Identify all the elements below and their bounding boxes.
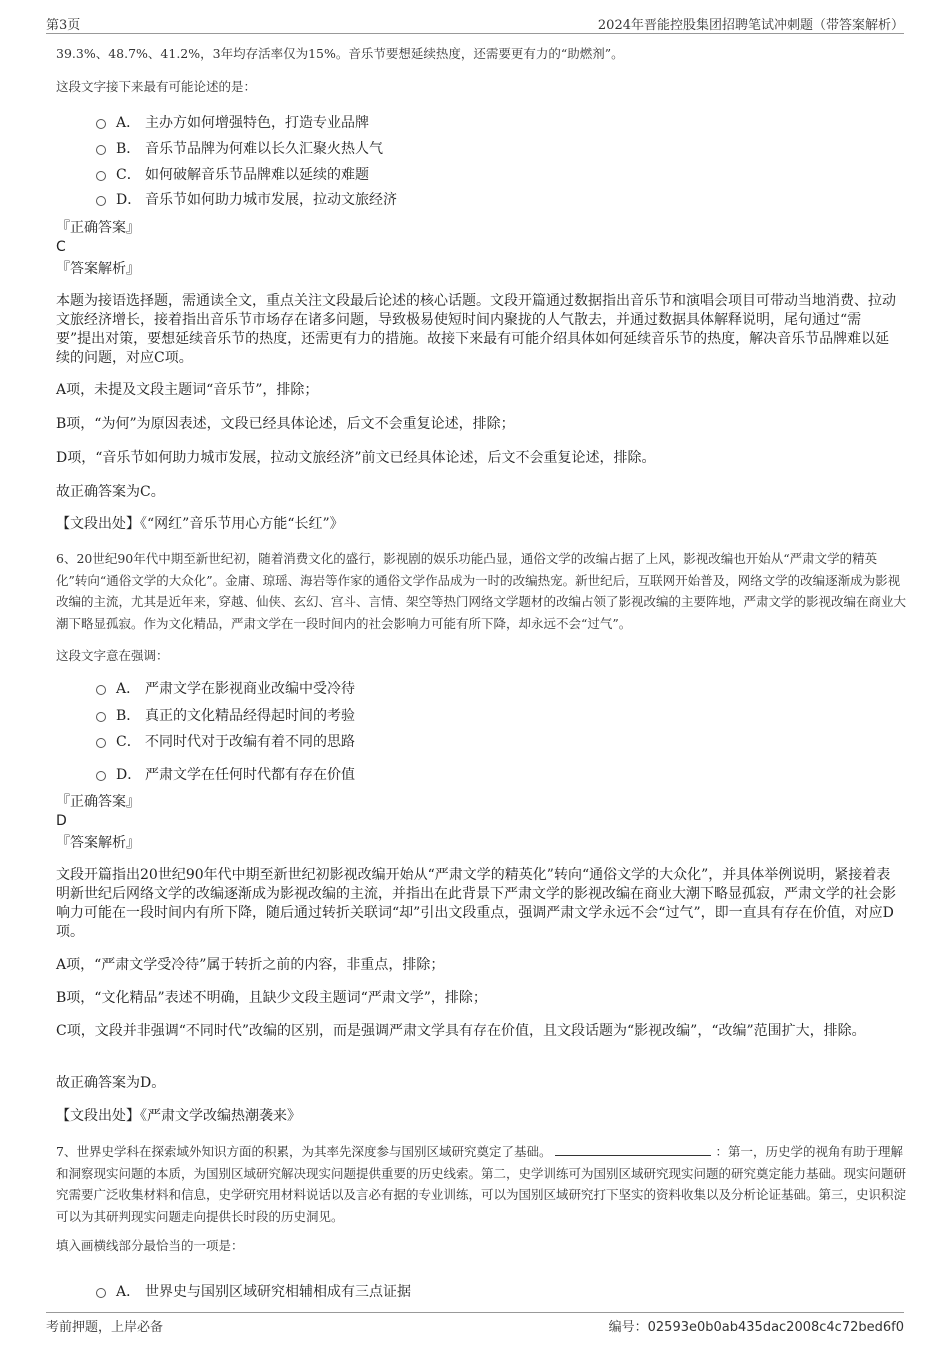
option-text: 主办方如何增强特色，打造专业品牌 [145, 115, 369, 131]
q5-answer-label: 『正确答案』 [56, 220, 140, 236]
q6-option-d[interactable] [96, 765, 596, 785]
q5-note-d: D项，“音乐节如何助力城市发展，拉动文旅经济”前文已经具体论述，后文不会重复论述，排除。 [56, 450, 656, 466]
code-value: 02593e0b0ab435dac2008c4c72bed6f0 [647, 1320, 904, 1335]
q5-answer: C [56, 239, 66, 255]
q6-analysis: 文段开篇指出20世纪90年代中期至新世纪初影视改编开始从“严肃文学的精英化”转向“通俗文学的大众化”，并具体举例说明，紧接着表明新世纪后网络文学的改编逐渐成为影视改编的主流，并指出在此背景下严肃文学的影视改编在商业大潮下略显孤寂，严肃文学的社会影响力可能在一段时间内有所下降，随后通过转折关联词“却”引出文段重点，强调严肃文学永远不会“过气”，即一直具有存在价值，对应D项。 [56, 867, 896, 940]
q5-option-a[interactable] [96, 113, 596, 133]
q6-option-b[interactable] [96, 706, 596, 726]
q7-stem [56, 1141, 906, 1227]
q7-option-a[interactable] [96, 1282, 596, 1302]
q6-answer-label: 『正确答案』 [56, 794, 140, 810]
q7-prompt: 填入画横线部分最恰当的一项是： [56, 1238, 244, 1253]
q6-stem: 6、20世纪90年代中期至新世纪初，随着消费文化的盛行，影视剧的娱乐功能凸显，通俗文学的改编占据了上风，影视改编也开始从“严肃文学的精英化”转向“通俗文学的大众化”。金庸、琼瑶、海岩等作家的通俗文学作品成为一时的改编热宠。新世纪后，互联网开始普及，网络文学的改编逐渐成为影视改编的主流，尤其是近年来，穿越、仙侠、玄幻、宫斗、言情、架空等热门网络文学题材的改编占领了影视改编的主要阵地，严肃文学的影视改编在商业大潮下略显孤寂。作为文化精品，严肃文学在一段时间内的社会影响力可能有所下降，却永远不会“过气”。 [56, 551, 907, 631]
q6-note-b: B项，“文化精品”表述不明确，且缺少文段主题词“严肃文学”，排除； [56, 990, 487, 1006]
q6-analysis-label: 『答案解析』 [56, 835, 140, 851]
q7-fill-blank[interactable] [555, 1143, 711, 1156]
radio-icon[interactable] [96, 1288, 106, 1298]
radio-icon[interactable] [96, 738, 106, 748]
document-title: 2024年晋能控股集团招聘笔试冲刺题（带答案解析） [597, 18, 904, 33]
q6-option-a[interactable] [96, 679, 596, 699]
q5-stem-tail: 39.3%、48.7%、41.2%，3年均存活率仅为15%。音乐节要想延续热度，还需要更有力的“助燃剂”。 [56, 46, 624, 61]
option-letter: D． [116, 767, 142, 783]
option-text: 真正的文化精品经得起时间的考验 [145, 708, 355, 724]
radio-icon[interactable] [96, 171, 106, 181]
q5-note-a: A项，未提及文段主题词“音乐节”，排除； [56, 382, 319, 398]
q6-answer: D [56, 813, 67, 829]
radio-icon[interactable] [96, 196, 106, 206]
q6-note-c: C项，文段并非强调“不同时代”改编的区别，而是强调严肃文学具有存在价值，且文段话题为“影视改编”，“改编”范围扩大，排除。 [56, 1023, 866, 1039]
q6-option-c[interactable] [96, 732, 596, 752]
q5-conclusion: 故正确答案为C。 [56, 484, 165, 500]
option-text: 音乐节品牌为何难以长久汇聚火热人气 [145, 141, 383, 157]
q7-stem-before: 7、世界史学科在探索域外知识方面的积累，为其率先深度参与国别区域研究奠定了基础。 [56, 1144, 552, 1159]
option-letter: B． [116, 141, 141, 157]
q6-note-a: A项，“严肃文学受冷待”属于转折之前的内容，非重点，排除； [56, 957, 445, 973]
radio-icon[interactable] [96, 712, 106, 722]
radio-icon[interactable] [96, 771, 106, 781]
header-divider [46, 33, 904, 34]
option-text: 如何破解音乐节品牌难以延续的难题 [145, 167, 369, 183]
option-letter: A． [116, 1284, 141, 1300]
footer-divider [46, 1312, 904, 1313]
radio-icon[interactable] [96, 119, 106, 129]
option-letter: A． [116, 115, 141, 131]
option-text: 音乐节如何助力城市发展，拉动文旅经济 [145, 192, 397, 208]
option-text: 严肃文学在任何时代都有存在价值 [145, 767, 355, 783]
q6-conclusion: 故正确答案为D。 [56, 1075, 166, 1091]
option-letter: A． [116, 681, 141, 697]
option-letter: B． [116, 708, 141, 724]
q5-analysis: 本题为接语选择题，需通读全文，重点关注文段最后论述的核心话题。文段开篇通过数据指出音乐节和演唱会项目可带动当地消费、拉动文旅经济增长，接着指出音乐节市场存在诸多问题，导致极易使短时间内聚拢的人气散去，并通过数据具体解释说明，尾句通过“需要”提出对策，要想延续音乐节的热度，还需更有力的措施。故接下来最有可能介绍具体如何延续音乐节的热度，解决音乐节品牌难以延续的问题，对应C项。 [56, 293, 896, 366]
q5-analysis-label: 『答案解析』 [56, 261, 140, 277]
footer-slogan: 考前押题，上岸必备 [46, 1320, 164, 1335]
q6-prompt: 这段文字意在强调： [56, 648, 169, 663]
q6-source: 【文段出处】《严肃文学改编热潮袭来》 [56, 1108, 301, 1124]
radio-icon[interactable] [96, 685, 106, 695]
option-letter: C． [116, 734, 141, 750]
q5-option-c[interactable] [96, 165, 596, 185]
q5-prompt: 这段文字接下来最有可能论述的是： [56, 79, 257, 94]
q5-source: 【文段出处】《“网红”音乐节用心方能“长红”》 [56, 516, 344, 532]
q7-stem-after: ：第一，历史学的视角有助于理解和洞察现实问题的本质，为国别区域研究解决现实问题提供重要的历史线索。第二，史学训练可为国别区域研究现实问题的研究奠定能力基础。现实问题研究需要广泛收集材料和信息，史学研究用材料说话以及言必有据的专业训练，可以为国别区域研究打下坚实的资料收集以及分析论证基础。第三，史识积淀可以为其研判现实问题走向提供长时段的历史洞见。 [56, 1144, 907, 1224]
radio-icon[interactable] [96, 145, 106, 155]
document-code [609, 1316, 904, 1335]
option-letter: C． [116, 167, 141, 183]
code-label: 编号： [608, 1320, 648, 1335]
option-letter: D． [116, 192, 142, 208]
option-text: 世界史与国别区域研究相辅相成有三点证据 [145, 1284, 411, 1300]
q5-option-b[interactable] [96, 139, 596, 159]
option-text: 不同时代对于改编有着不同的思路 [145, 734, 355, 750]
page-number: 第3页 [46, 18, 81, 33]
q5-note-b: B项，“为何”为原因表述，文段已经具体论述，后文不会重复论述，排除； [56, 416, 515, 432]
q5-option-d[interactable] [96, 190, 596, 210]
option-text: 严肃文学在影视商业改编中受冷待 [145, 681, 355, 697]
